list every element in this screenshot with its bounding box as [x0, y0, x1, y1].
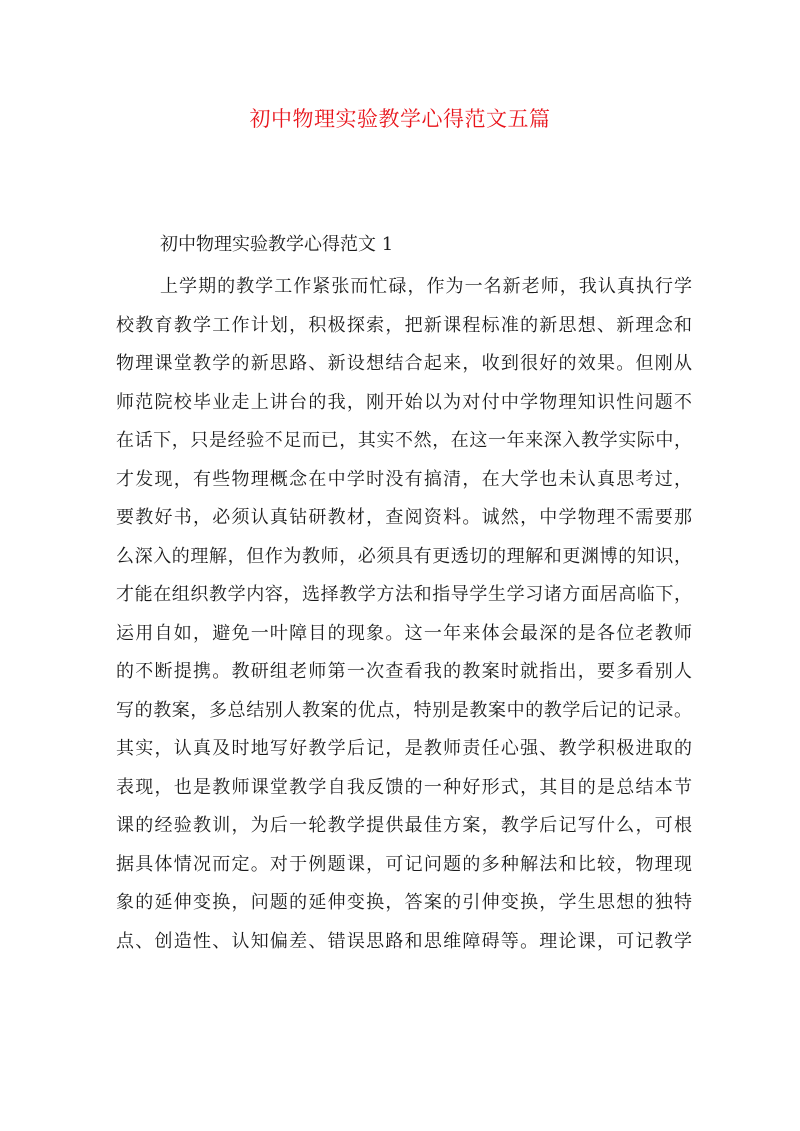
text-line: 其实，认真及时地写好教学后记，是教师责任心强、教学积极进取的 — [116, 738, 692, 759]
text-line: 才能在组织教学内容，选择教学方法和指导学生学习诸方面居高临下， — [116, 584, 692, 605]
text-line: 师范院校毕业走上讲台的我，刚开始以为对付中学物理知识性问题不 — [116, 391, 692, 413]
text-line: 要教好书，必须认真钻研教材，查阅资料。诚然，中学物理不需要那 — [116, 507, 692, 528]
text-line: 点、创造性、认知偏差、错误思路和思维障碍等。理论课，可记教学 — [116, 930, 692, 952]
text-line: 的不断提携。教研组老师第一次查看我的教案时就指出，要多看别人 — [116, 661, 692, 682]
text-line: 物理课堂教学的新思路、新设想结合起来，收到很好的效果。但刚从 — [116, 353, 692, 374]
text-line: 写的教案，多总结别人教案的优点，特别是教案中的教学后记的记录。 — [116, 699, 692, 721]
text-line: 校教育教学工作计划，积极探索，把新课程标准的新思想、新理念和 — [116, 314, 692, 336]
text-line: 表现，也是教师课堂教学自我反馈的一种好形式，其目的是总结本节 — [116, 776, 692, 798]
body-paragraph — [116, 268, 692, 961]
text-line: 上学期的教学工作紧张而忙碌，作为一名新老师，我认真执行学 — [160, 276, 692, 297]
text-line: 课的经验教训，为后一轮教学提供最佳方案，教学后记写什么，可根 — [116, 815, 692, 836]
document-title: 初中物理实验教学心得范文五篇 — [249, 107, 551, 131]
text-line: 据具体情况而定。对于例题课，可记问题的多种解法和比较，物理现 — [116, 853, 692, 875]
text-line: 在话下，只是经验不足而已，其实不然，在这一年来深入教学实际中， — [116, 430, 692, 451]
section-heading: 初中物理实验教学心得范文 1 — [160, 234, 394, 255]
text-line: 才发现，有些物理概念在中学时没有搞清，在大学也未认真思考过， — [116, 468, 692, 490]
text-line: 运用自如，避免一叶障目的现象。这一年来体会最深的是各位老教师 — [116, 622, 692, 644]
text-line: 么深入的理解，但作为教师，必须具有更透切的理解和更渊博的知识， — [116, 545, 692, 567]
text-line: 象的延伸变换，问题的延伸变换，答案的引伸变换，学生思想的独特 — [116, 892, 692, 913]
